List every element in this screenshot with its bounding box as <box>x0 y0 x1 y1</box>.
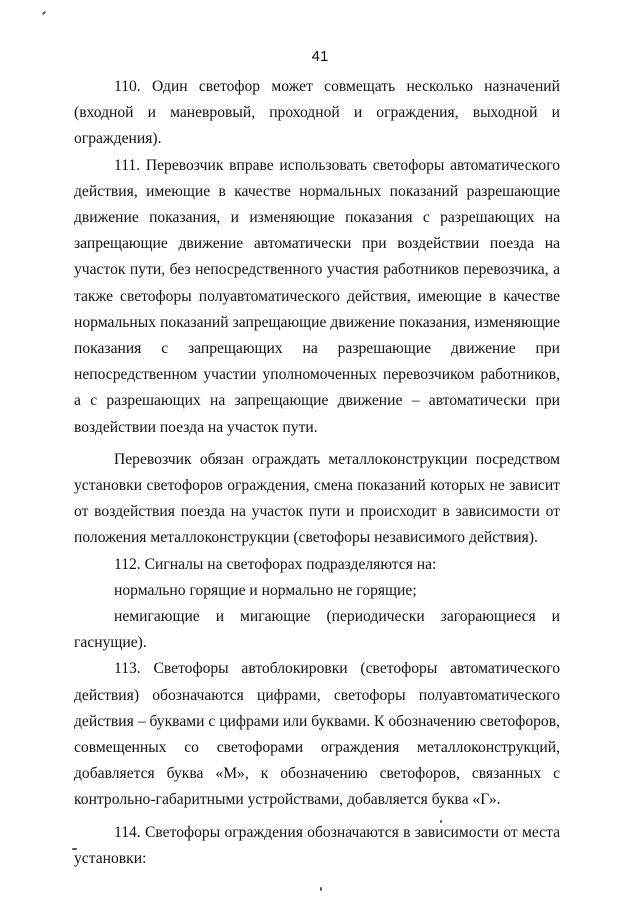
scan-mark-bottom-left <box>72 848 77 850</box>
page-number: 41 <box>311 48 329 65</box>
paragraph-metal-structures: Перевозчик обязан ограждать металлоконструкции посредством установки светофоров ограждения, смена показаний которых не зависит от воздействия поезда на участок пути и происходит в зависимости от положения металлоконструкции (светофоры независимого действия). <box>74 450 560 547</box>
document-body <box>74 74 560 872</box>
scan-mark-bottom-center <box>320 887 322 891</box>
paragraph-111: 111. Перевозчик вправе использовать светофоры автоматического действия, имеющие в качестве нормальных показаний разрешающие движение показания, и изменяющие показания с разрешающих на запрещающие движение автоматически при воздействии поезда на участок пути, без непосредственного участия работников перевозчика, а также светофоры полуавтоматического действия, имеющие в качестве нормальных показаний запрещающие движение показания, изменяющие показания с запрещающих на разрешающие движение при непосредственном участии уполномоченных перевозчиком работников, а с разрешающих на запрещающие движение – автоматически при воздействии поезда на участок пути. <box>74 156 560 436</box>
scan-mark-right <box>440 820 442 823</box>
paragraph-113: 113. Светофоры автоблокировки (светофоры автоматического действия) обозначаются цифрами, светофоры полуавтоматического действия – буквами с цифрами или буквами. К обозначению светофоров, совмещенных со светофорами ограждения металлоконструкций, добавляется буква «М», к обозначению светофоров, связанных с контрольно-габаритными устройствами, добавляется буква «Г». <box>74 660 560 809</box>
paragraph-110: 110. Один светофор может совмещать несколько назначений (входной и маневровый, проходной и ограждения, выходной и ограждения). <box>74 78 560 148</box>
scan-mark-top-left <box>42 11 46 15</box>
paragraph-112: 112. Сигналы на светофорах подразделяются на: <box>114 555 437 573</box>
paragraph-114: 114. Светофоры ограждения обозначаются в зависимости от места установки: <box>74 823 560 867</box>
paragraph-112-item-1: нормально горящие и нормально не горящие; <box>114 581 417 599</box>
paragraph-112-item-2: немигающие и мигающие (периодически загорающиеся и гаснущие). <box>74 608 560 652</box>
